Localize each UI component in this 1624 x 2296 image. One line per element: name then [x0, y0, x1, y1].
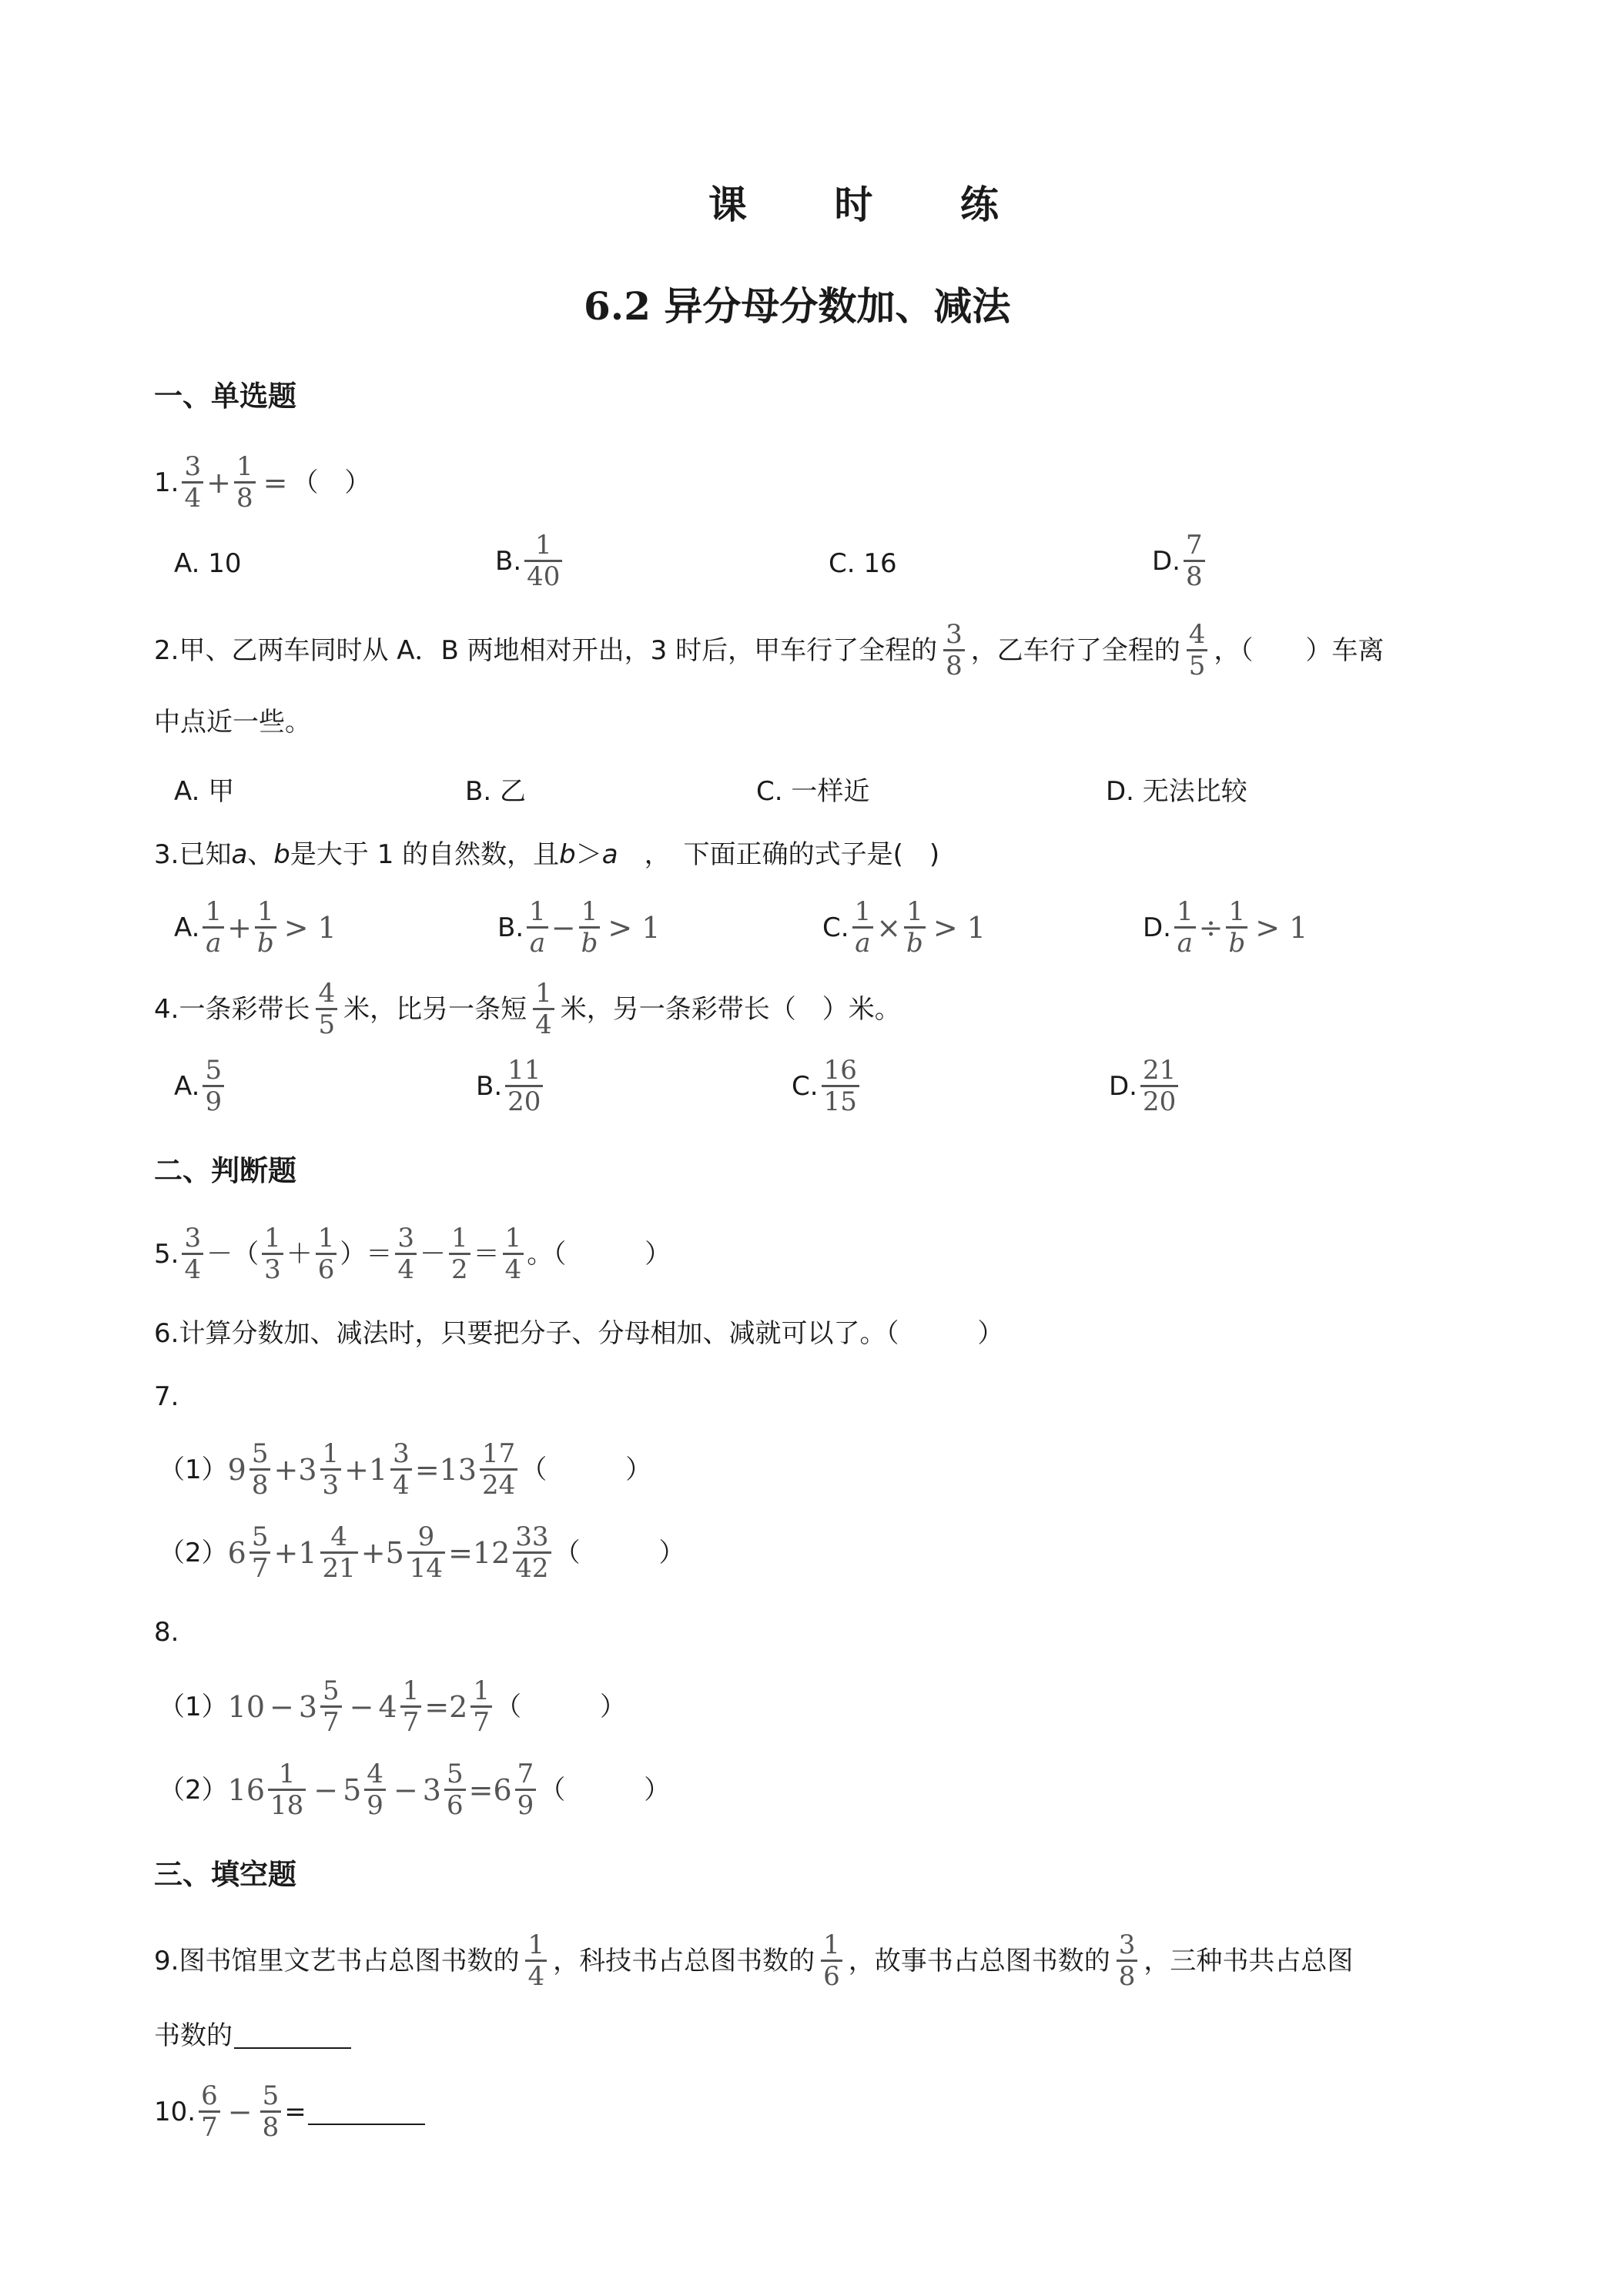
- text-segment: +: [273, 1452, 299, 1487]
- denominator: 7: [323, 1707, 340, 1738]
- numerator: 9: [417, 1521, 435, 1552]
- text-segment: 6: [227, 1535, 246, 1570]
- text-segment: 6.计算分数加、减法时，只要把分子、分母相加、减就可以了。（ ）: [154, 1318, 1004, 1349]
- fraction: [579, 898, 601, 957]
- text-segment: > 1: [1255, 910, 1308, 945]
- text-segment: 1: [368, 1452, 388, 1487]
- denominator: 8: [251, 1470, 269, 1501]
- fraction: [904, 898, 926, 957]
- denominator: 9: [367, 1790, 383, 1821]
- question-2: [154, 621, 1384, 680]
- text-segment: （1）: [159, 1454, 228, 1485]
- denominator: b: [1228, 928, 1246, 959]
- text-segment: A.: [174, 912, 200, 943]
- q4-option-b[interactable]: [476, 1056, 546, 1116]
- fraction: [320, 1523, 358, 1582]
- numerator: 1: [205, 896, 223, 927]
- text-segment: （2）: [159, 1774, 228, 1806]
- numerator: 1: [534, 530, 552, 561]
- fraction: [1174, 898, 1196, 957]
- page-title: 课 时 练: [708, 182, 1036, 227]
- question-4: [154, 979, 901, 1039]
- question-9-line-2: [154, 2013, 351, 2059]
- denominator: 9: [517, 1790, 534, 1821]
- numerator: 3: [946, 619, 963, 650]
- fraction: [1187, 621, 1208, 680]
- fraction: [182, 1224, 203, 1284]
- numerator: 1: [278, 1759, 296, 1789]
- numerator: 6: [201, 2080, 218, 2111]
- text-segment: b: [273, 839, 290, 870]
- equals-sign: =: [263, 465, 288, 500]
- q4-option-d[interactable]: [1109, 1056, 1181, 1116]
- fraction: [199, 2082, 220, 2141]
- numerator: 1: [823, 1930, 840, 1960]
- fraction: [480, 1440, 517, 1499]
- text-segment: 3: [298, 1689, 318, 1724]
- denominator: a: [529, 928, 546, 959]
- text-segment: ＋: [286, 1238, 313, 1270]
- text-segment: > 1: [283, 910, 337, 945]
- fraction: [524, 531, 562, 591]
- text-segment: 9: [227, 1452, 246, 1487]
- text-segment: 书数的: [154, 2020, 233, 2051]
- page-subtitle: 6.2 异分母分数加、减法: [584, 283, 1011, 329]
- numerator: 1: [854, 896, 872, 927]
- text-segment: 10.: [154, 2096, 196, 2127]
- numerator: 5: [262, 2080, 280, 2111]
- denominator: a: [1177, 928, 1193, 959]
- text-segment: 4.一条彩带长: [154, 993, 310, 1025]
- numerator: 3: [1118, 1930, 1136, 1960]
- text-segment: C.: [792, 1070, 819, 1102]
- fraction: [822, 1056, 859, 1116]
- fraction: [234, 453, 256, 512]
- fraction: [320, 1440, 342, 1499]
- numerator: 3: [184, 451, 202, 482]
- fraction: [821, 1931, 842, 1990]
- text-segment: B. 乙: [465, 776, 526, 807]
- fraction: [320, 1677, 342, 1736]
- denominator: 9: [205, 1086, 223, 1117]
- question-8-part-2: [159, 1760, 670, 1819]
- fraction: [316, 1224, 337, 1284]
- numerator: 1: [1177, 896, 1194, 927]
- numerator: 1: [402, 1675, 420, 1706]
- fraction: [395, 1224, 417, 1284]
- numerator: 5: [446, 1759, 464, 1789]
- denominator: 4: [504, 1254, 522, 1285]
- numerator: 1: [257, 896, 274, 927]
- section-heading-single-choice: 一、单选题: [154, 380, 296, 413]
- text-segment: C. 一样近: [756, 776, 870, 807]
- text-segment: B.: [495, 545, 522, 577]
- q1-option-a[interactable]: [174, 548, 242, 579]
- denominator: 24: [482, 1470, 516, 1501]
- denominator: 3: [322, 1470, 340, 1501]
- denominator: 8: [946, 651, 963, 681]
- text-segment: =2: [424, 1689, 468, 1724]
- denominator: 8: [1118, 1961, 1136, 1992]
- text-segment: （ ）: [554, 1537, 685, 1568]
- denominator: 6: [317, 1254, 335, 1285]
- numerator: 16: [823, 1055, 857, 1086]
- numerator: 1: [451, 1223, 468, 1253]
- denominator: 7: [201, 2112, 218, 2143]
- section-heading-fill-blank: 三、填空题: [154, 1858, 296, 1891]
- answer-paren: （ ）: [292, 467, 371, 498]
- text-segment: +: [227, 910, 252, 945]
- denominator: 18: [270, 1790, 304, 1821]
- fraction: [527, 898, 548, 957]
- denominator: 7: [402, 1707, 420, 1738]
- text-segment: （ ）: [495, 1691, 627, 1722]
- denominator: 21: [322, 1553, 356, 1584]
- numerator: 3: [393, 1438, 410, 1469]
- fraction: [268, 1760, 306, 1819]
- numerator: 11: [507, 1055, 541, 1086]
- text-segment: （2）: [159, 1537, 228, 1568]
- text-segment: ×: [876, 910, 902, 945]
- denominator: 6: [823, 1961, 840, 1992]
- denominator: 20: [1143, 1086, 1177, 1117]
- fraction: [470, 1677, 492, 1736]
- text-segment: −: [313, 1772, 339, 1807]
- text-segment: =: [284, 2096, 306, 2127]
- answer-blank[interactable]: [308, 2099, 425, 2125]
- text-segment: （1）: [159, 1691, 228, 1722]
- text-segment: ，科技书占总图书数的: [553, 1945, 815, 1976]
- fraction: [316, 979, 337, 1039]
- fraction: [449, 1224, 470, 1284]
- question-8-part-1: [159, 1677, 626, 1736]
- denominator: b: [581, 928, 598, 959]
- numerator: 4: [367, 1759, 383, 1789]
- numerator: 1: [529, 896, 546, 927]
- question-2-line-2: [154, 699, 311, 745]
- text-segment: （ ）: [539, 1774, 671, 1806]
- numerator: 5: [251, 1521, 269, 1552]
- fraction: [503, 1224, 524, 1284]
- question-1: [154, 453, 370, 512]
- text-segment: a: [231, 839, 248, 870]
- fraction: [249, 1440, 271, 1499]
- fraction: [262, 1224, 283, 1284]
- text-segment: ，三种书共占总图: [1143, 1945, 1354, 1976]
- text-segment: a: [601, 839, 618, 870]
- denominator: b: [256, 928, 274, 959]
- q2-option-d[interactable]: [1106, 770, 1247, 808]
- text-segment: ，故事书占总图书数的: [848, 1945, 1110, 1976]
- q3-option-b[interactable]: [497, 898, 661, 957]
- text-segment: 2.甲、乙两车同时从 A．B 两地相对开出，3 时后，甲车行了全程的: [154, 634, 938, 666]
- numerator: 1: [236, 451, 253, 482]
- section-heading-true-false: 二、判断题: [154, 1154, 296, 1187]
- q2-option-a[interactable]: [174, 770, 234, 808]
- text-segment: 米，另一条彩带长（ ）米。: [560, 993, 901, 1025]
- denominator: 8: [236, 483, 253, 514]
- text-segment: ＞: [575, 839, 602, 870]
- denominator: 14: [409, 1553, 444, 1584]
- text-segment: ，（ ）车离: [1214, 634, 1385, 666]
- text-segment: 16: [227, 1772, 265, 1807]
- q1-option-b[interactable]: [495, 531, 565, 591]
- numerator: 7: [517, 1759, 534, 1789]
- q3-option-a[interactable]: [174, 898, 337, 957]
- q1-option-c[interactable]: [829, 548, 897, 579]
- text-segment: D.: [1152, 545, 1180, 577]
- text-segment: （ ）: [521, 1454, 652, 1485]
- numerator: 5: [251, 1438, 269, 1469]
- text-segment: 是大于 1 的自然数，且: [290, 839, 560, 870]
- numerator: 1: [473, 1675, 491, 1706]
- text-segment: =13: [414, 1452, 477, 1487]
- text-segment: ＝: [473, 1238, 500, 1270]
- operator: +: [206, 465, 231, 500]
- q4-option-c[interactable]: [792, 1056, 862, 1116]
- numerator: 17: [482, 1438, 516, 1469]
- text-segment: 4: [378, 1689, 397, 1724]
- fraction: [400, 1677, 422, 1736]
- q4-option-a[interactable]: [174, 1056, 227, 1116]
- text-segment: 中点近一些。: [154, 707, 311, 738]
- numerator: 21: [1143, 1055, 1177, 1086]
- text-segment: 米，比另一条短: [343, 993, 527, 1025]
- q1-option-d[interactable]: [1152, 531, 1208, 591]
- text-segment: ， 下面正确的式子是( ): [618, 839, 940, 870]
- text-segment: 5.: [154, 1238, 179, 1270]
- numerator: 3: [397, 1223, 415, 1253]
- text-segment: ，乙车行了全程的: [970, 634, 1180, 666]
- text-segment: > 1: [933, 910, 986, 945]
- fraction: [515, 1760, 537, 1819]
- numerator: 1: [527, 1930, 545, 1960]
- denominator: 7: [473, 1707, 491, 1738]
- text-segment: A. 甲: [174, 776, 235, 807]
- text-segment: 3: [422, 1772, 441, 1807]
- text-segment: +: [344, 1452, 369, 1487]
- question-7-part-2: [159, 1523, 685, 1582]
- question-7-part-1: [159, 1440, 651, 1499]
- fraction: [407, 1523, 445, 1582]
- fraction: [203, 1056, 224, 1116]
- question-7: [154, 1374, 179, 1420]
- fraction: [364, 1760, 386, 1819]
- denominator: a: [206, 928, 222, 959]
- denominator: 42: [515, 1553, 549, 1584]
- denominator: 20: [507, 1086, 541, 1117]
- numerator: 1: [322, 1438, 340, 1469]
- text-segment: +: [360, 1535, 386, 1570]
- answer-blank[interactable]: [234, 2023, 351, 2049]
- fraction: [1117, 1931, 1138, 1990]
- text-segment: B.: [497, 912, 524, 943]
- fraction: [1140, 1056, 1178, 1116]
- text-segment: 、: [247, 839, 274, 870]
- denominator: a: [855, 928, 871, 959]
- numerator: 3: [184, 1223, 202, 1253]
- q2-option-c[interactable]: [756, 770, 869, 808]
- text-segment: 9.图书馆里文艺书占总图书数的: [154, 1945, 520, 1976]
- denominator: 5: [1188, 651, 1206, 681]
- denominator: 6: [446, 1790, 464, 1821]
- numerator: 1: [264, 1223, 281, 1253]
- text-segment: A.: [174, 1070, 200, 1102]
- denominator: b: [906, 928, 923, 959]
- text-segment: 5: [343, 1772, 362, 1807]
- text-segment: b: [559, 839, 576, 870]
- q3-option-d[interactable]: [1143, 898, 1308, 957]
- text-segment: 3: [298, 1452, 317, 1487]
- question-6: [154, 1310, 1003, 1357]
- text-segment: −: [270, 1689, 294, 1724]
- question-3: [154, 832, 939, 878]
- fraction: [1184, 531, 1205, 591]
- denominator: 4: [397, 1254, 415, 1285]
- text-segment: 7.: [154, 1381, 179, 1412]
- fraction: [203, 898, 224, 957]
- fraction: [260, 2082, 282, 2141]
- question-10: [154, 2082, 425, 2141]
- fraction: [852, 898, 874, 957]
- numerator: 33: [515, 1521, 549, 1552]
- denominator: 4: [393, 1470, 410, 1501]
- text-segment: D.: [1143, 912, 1171, 943]
- numerator: 1: [504, 1223, 522, 1253]
- fraction: [182, 453, 203, 512]
- denominator: 7: [251, 1553, 269, 1584]
- denominator: 8: [262, 2112, 280, 2143]
- fraction: [943, 621, 965, 680]
- text-segment: ÷: [1198, 910, 1224, 945]
- question-8: [154, 1609, 179, 1655]
- text-segment: －（: [206, 1238, 260, 1270]
- text-segment: 8.: [154, 1617, 179, 1648]
- fraction: [1226, 898, 1247, 957]
- denominator: 4: [184, 483, 202, 514]
- text-segment: =6: [468, 1772, 512, 1807]
- numerator: 4: [330, 1521, 347, 1552]
- text-segment: +: [273, 1535, 299, 1570]
- numerator: 1: [581, 896, 598, 927]
- fraction: [444, 1760, 466, 1819]
- question-number: 1.: [154, 467, 179, 498]
- question-5: [154, 1224, 671, 1284]
- numerator: 1: [317, 1223, 335, 1253]
- fraction: [533, 979, 554, 1039]
- text-segment: 5: [385, 1535, 404, 1570]
- text-segment: －: [420, 1238, 447, 1270]
- text-segment: 1: [298, 1535, 317, 1570]
- numerator: 5: [205, 1055, 223, 1086]
- numerator: 1: [1228, 896, 1246, 927]
- numerator: 4: [1188, 619, 1206, 650]
- denominator: 5: [318, 1009, 336, 1040]
- q2-option-b[interactable]: [465, 770, 526, 808]
- denominator: 40: [527, 561, 561, 592]
- text-segment: C.: [822, 912, 849, 943]
- text-segment: 10: [227, 1689, 265, 1724]
- text-segment: ）＝: [340, 1238, 393, 1270]
- text-segment: A. 10: [174, 548, 242, 579]
- denominator: 15: [823, 1086, 857, 1117]
- numerator: 1: [906, 896, 923, 927]
- question-9: [154, 1931, 1353, 1990]
- text-segment: 3.已知: [154, 839, 232, 870]
- text-segment: −: [551, 910, 576, 945]
- fraction: [525, 1931, 547, 1990]
- numerator: 4: [318, 978, 336, 1009]
- text-segment: 。（ ）: [527, 1238, 671, 1270]
- denominator: 4: [184, 1254, 202, 1285]
- text-segment: B.: [476, 1070, 503, 1102]
- denominator: 3: [264, 1254, 281, 1285]
- numerator: 1: [535, 978, 552, 1009]
- numerator: 5: [323, 1675, 340, 1706]
- fraction: [505, 1056, 543, 1116]
- text-segment: −: [349, 1689, 374, 1724]
- text-segment: =12: [448, 1535, 511, 1570]
- denominator: 4: [527, 1961, 545, 1992]
- text-segment: −: [227, 2094, 253, 2129]
- denominator: 2: [451, 1254, 468, 1285]
- fraction: [513, 1523, 551, 1582]
- fraction: [255, 898, 276, 957]
- text-segment: > 1: [608, 910, 661, 945]
- text-segment: C. 16: [829, 548, 897, 579]
- denominator: 8: [1186, 561, 1203, 592]
- text-segment: −: [393, 1772, 418, 1807]
- numerator: 7: [1186, 530, 1203, 561]
- q3-option-c[interactable]: [822, 898, 986, 957]
- denominator: 4: [535, 1009, 552, 1040]
- text-segment: D. 无法比较: [1106, 776, 1247, 807]
- fraction: [390, 1440, 412, 1499]
- text-segment: D.: [1109, 1070, 1137, 1102]
- fraction: [249, 1523, 271, 1582]
